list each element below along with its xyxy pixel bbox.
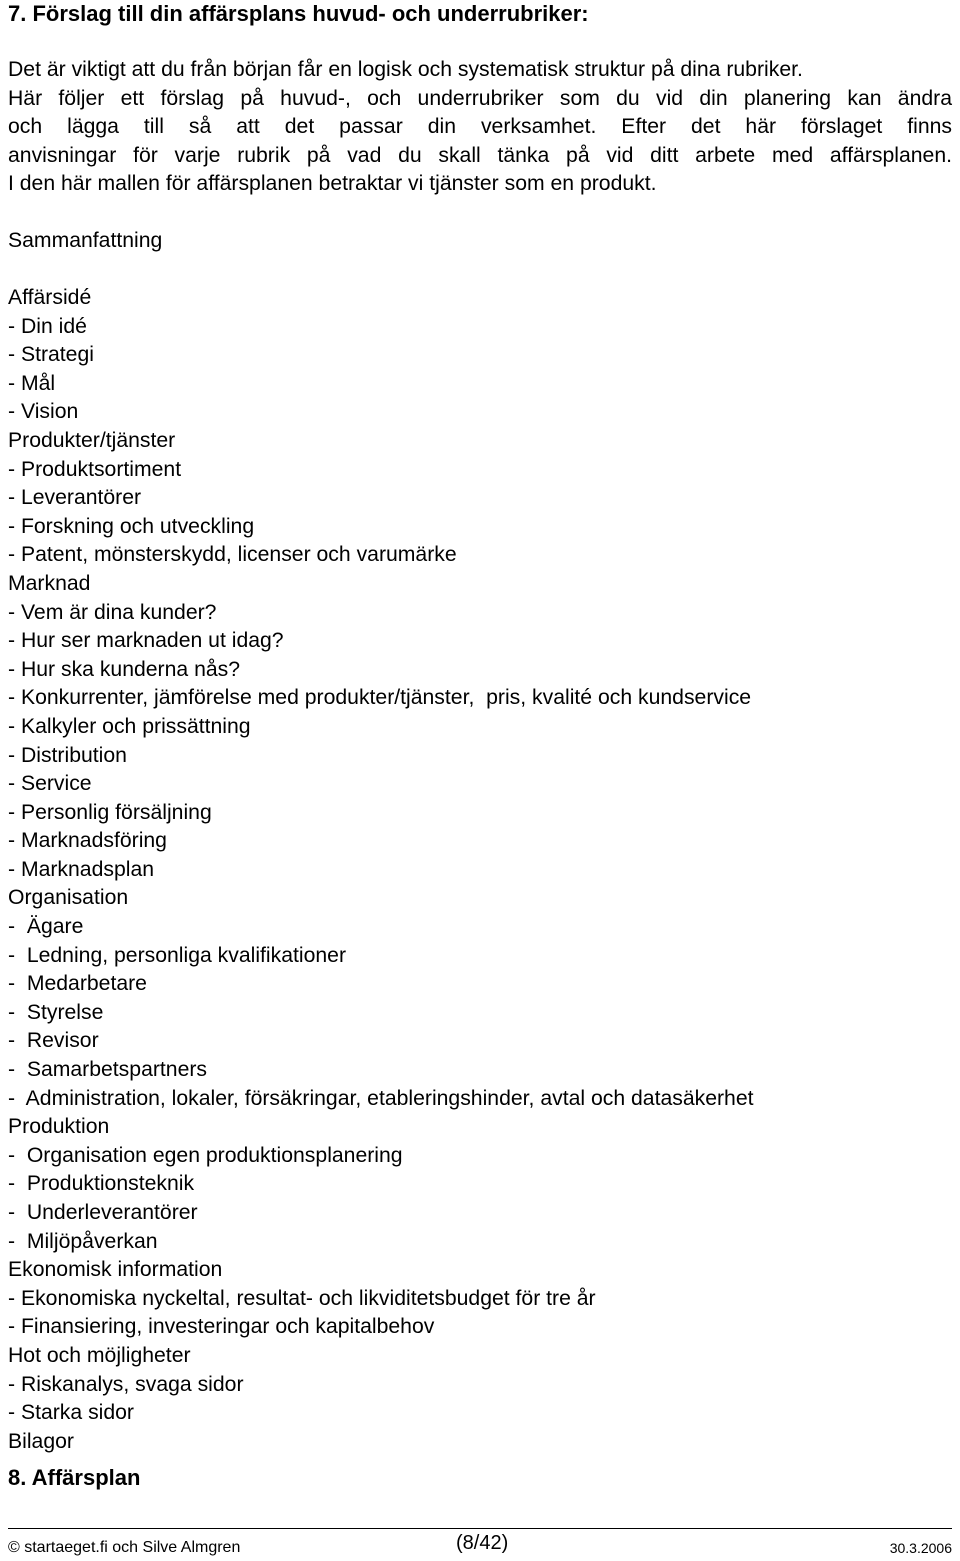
outline-list <box>8 284 754 1456</box>
outline-item: Bilagor <box>8 1429 74 1453</box>
outline-item: - Styrelse <box>8 1000 104 1024</box>
outline-item: - Revisor <box>8 1029 99 1053</box>
footer-date: 30.3.2006 <box>889 1540 952 1556</box>
outline-item: - Samarbetspartners <box>8 1058 208 1082</box>
outline-item: - Administration, lokaler, försäkringar, etableringshinder, avtal och datasäkerhet <box>8 1086 754 1110</box>
outline-item: - Marknadsplan <box>8 857 155 881</box>
intro-paragraph <box>8 56 952 199</box>
outline-item: - Ledning, personliga kvalifikationer <box>8 943 347 967</box>
outline-item: - Kalkyler och prissättning <box>8 714 251 738</box>
intro-line: I den här mallen för affärsplanen betraktar vi tjänster som en produkt. <box>8 172 657 196</box>
outline-item: - Produktionsteknik <box>8 1172 195 1196</box>
outline-item: - Mål <box>8 371 56 395</box>
outline-item: - Strategi <box>8 343 94 367</box>
outline-item: - Riskanalys, svaga sidor <box>8 1372 244 1396</box>
intro-line: och lägga till så att det passar din verksamhet. Efter det här förslaget finns <box>8 115 952 139</box>
page-number: (8/42) <box>456 1532 509 1554</box>
outline-item: - Medarbetare <box>8 972 147 996</box>
outline-item: Ekonomisk information <box>8 1258 223 1282</box>
next-section-heading: 8. Affärsplan <box>8 1465 141 1490</box>
outline-item: - Din idé <box>8 314 87 338</box>
outline-item: - Marknadsföring <box>8 829 167 853</box>
footer-divider <box>8 1528 952 1529</box>
intro-line: anvisningar för varje rubrik på vad du skall tänka på vid ditt arbete med affärsplanen. <box>8 143 952 167</box>
outline-item: - Underleverantörer <box>8 1201 198 1224</box>
outline-item: - Vem är dina kunder? <box>8 600 217 624</box>
outline-item: - Finansiering, investeringar och kapitalbehov <box>8 1315 435 1339</box>
outline-item: - Organisation egen produktionsplanering <box>8 1143 403 1167</box>
summary-heading: Sammanfattning <box>8 229 163 252</box>
section-heading: 7. Förslag till din affärsplans huvud- och underrubriker: <box>8 1 589 26</box>
outline-item: - Ägare <box>8 915 84 939</box>
outline-item: - Patent, mönsterskydd, licenser och varumärke <box>8 543 457 567</box>
outline-item: - Service <box>8 772 92 796</box>
outline-item: - Leverantörer <box>8 486 142 510</box>
outline-item: - Vision <box>8 400 79 424</box>
outline-item: - Hur ser marknaden ut idag? <box>8 629 284 653</box>
outline-item: Organisation <box>8 886 129 910</box>
outline-item: - Konkurrenter, jämförelse med produkter/tjänster, pris, kvalité och kundservice <box>8 686 752 710</box>
intro-line: Här följer ett förslag på huvud-, och underrubriker som du vid din planering kan ändra <box>8 86 952 110</box>
outline-item: - Produktsortiment <box>8 457 182 481</box>
outline-item: Produkter/tjänster <box>8 428 176 452</box>
outline-item: - Personlig försäljning <box>8 800 212 824</box>
page-footer <box>8 1532 952 1558</box>
outline-item: - Hur ska kunderna nås? <box>8 657 241 681</box>
outline-item: - Distribution <box>8 743 127 767</box>
outline-item: - Ekonomiska nyckeltal, resultat- och likviditetsbudget för tre år <box>8 1286 596 1310</box>
outline-item: - Miljöpåverkan <box>8 1229 158 1253</box>
outline-item: Produktion <box>8 1115 110 1139</box>
outline-item: - Forskning och utveckling <box>8 514 255 538</box>
outline-item: Hot och möjligheter <box>8 1343 191 1367</box>
outline-item: Affärsidé <box>8 286 92 309</box>
intro-line: Det är viktigt att du från början får en logisk och systematisk struktur på dina rubriker. <box>8 58 803 81</box>
outline-item: Marknad <box>8 571 91 595</box>
outline-item: - Starka sidor <box>8 1401 134 1425</box>
footer-copyright: © startaeget.fi och Silve Almgren <box>8 1539 241 1556</box>
